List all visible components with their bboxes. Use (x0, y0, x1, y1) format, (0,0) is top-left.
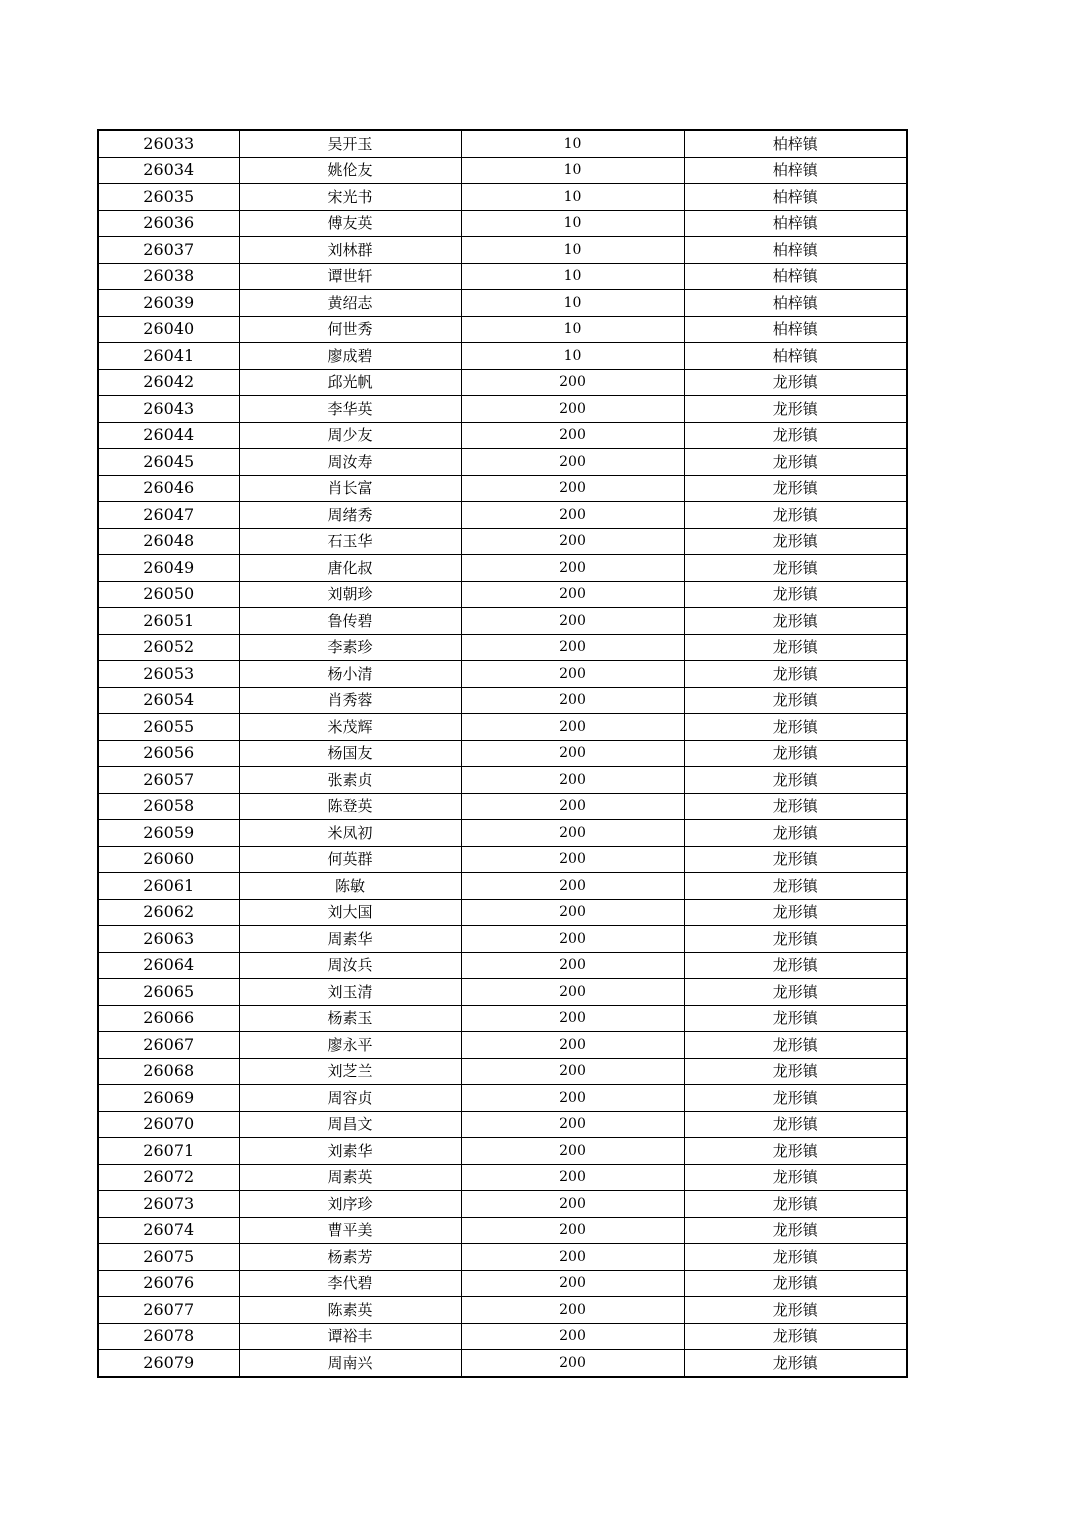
town-cell: 龙形镇 (684, 1005, 907, 1032)
serial-number-cell: 26035 (98, 184, 239, 211)
serial-number-cell: 26058 (98, 793, 239, 820)
amount-cell: 200 (461, 1323, 684, 1350)
serial-number-cell: 26033 (98, 130, 239, 157)
town-cell: 龙形镇 (684, 502, 907, 529)
town-cell: 龙形镇 (684, 449, 907, 476)
name-cell: 鲁传碧 (239, 608, 461, 635)
town-cell: 龙形镇 (684, 422, 907, 449)
table-body (98, 130, 907, 1377)
name-cell: 陈登英 (239, 793, 461, 820)
serial-number-cell: 26066 (98, 1005, 239, 1032)
town-cell: 柏梓镇 (684, 184, 907, 211)
amount-cell: 200 (461, 1270, 684, 1297)
name-cell: 李代碧 (239, 1270, 461, 1297)
town-cell: 龙形镇 (684, 1032, 907, 1059)
name-cell: 廖成碧 (239, 343, 461, 370)
table-row (98, 1350, 907, 1377)
serial-number-cell: 26049 (98, 555, 239, 582)
name-cell: 刘林群 (239, 237, 461, 264)
serial-number-cell: 26063 (98, 926, 239, 953)
table-row (98, 926, 907, 953)
name-cell: 米凤初 (239, 820, 461, 847)
table-row (98, 316, 907, 343)
town-cell: 柏梓镇 (684, 237, 907, 264)
name-cell: 刘朝珍 (239, 581, 461, 608)
amount-cell: 200 (461, 714, 684, 741)
table-row (98, 1270, 907, 1297)
amount-cell: 200 (461, 1138, 684, 1165)
name-cell: 周容贞 (239, 1085, 461, 1112)
serial-number-cell: 26038 (98, 263, 239, 290)
name-cell: 周汝兵 (239, 952, 461, 979)
table-row (98, 846, 907, 873)
serial-number-cell: 26072 (98, 1164, 239, 1191)
amount-cell: 200 (461, 926, 684, 953)
amount-cell: 200 (461, 1032, 684, 1059)
town-cell: 龙形镇 (684, 1058, 907, 1085)
town-cell: 柏梓镇 (684, 290, 907, 317)
serial-number-cell: 26056 (98, 740, 239, 767)
table-row (98, 130, 907, 157)
town-cell: 龙形镇 (684, 1164, 907, 1191)
town-cell: 龙形镇 (684, 1191, 907, 1218)
amount-cell: 200 (461, 1191, 684, 1218)
amount-cell: 200 (461, 1350, 684, 1377)
serial-number-cell: 26054 (98, 687, 239, 714)
name-cell: 肖秀蓉 (239, 687, 461, 714)
town-cell: 龙形镇 (684, 687, 907, 714)
amount-cell: 200 (461, 449, 684, 476)
name-cell: 刘大国 (239, 899, 461, 926)
town-cell: 龙形镇 (684, 926, 907, 953)
serial-number-cell: 26055 (98, 714, 239, 741)
name-cell: 姚伦友 (239, 157, 461, 184)
name-cell: 李华英 (239, 396, 461, 423)
amount-cell: 10 (461, 263, 684, 290)
table-row (98, 237, 907, 264)
amount-cell: 200 (461, 687, 684, 714)
table-row (98, 528, 907, 555)
amount-cell: 10 (461, 130, 684, 157)
amount-cell: 200 (461, 873, 684, 900)
town-cell: 龙形镇 (684, 608, 907, 635)
amount-cell: 200 (461, 899, 684, 926)
name-cell: 杨小清 (239, 661, 461, 688)
data-table (97, 129, 908, 1378)
name-cell: 周汝寿 (239, 449, 461, 476)
town-cell: 龙形镇 (684, 1085, 907, 1112)
serial-number-cell: 26051 (98, 608, 239, 635)
amount-cell: 200 (461, 846, 684, 873)
serial-number-cell: 26041 (98, 343, 239, 370)
town-cell: 龙形镇 (684, 873, 907, 900)
table-row (98, 1323, 907, 1350)
table-row (98, 555, 907, 582)
town-cell: 龙形镇 (684, 1297, 907, 1324)
town-cell: 龙形镇 (684, 1270, 907, 1297)
table-row (98, 661, 907, 688)
table-row (98, 502, 907, 529)
town-cell: 龙形镇 (684, 846, 907, 873)
table-row (98, 1244, 907, 1271)
town-cell: 龙形镇 (684, 661, 907, 688)
serial-number-cell: 26077 (98, 1297, 239, 1324)
town-cell: 柏梓镇 (684, 130, 907, 157)
name-cell: 肖长富 (239, 475, 461, 502)
name-cell: 曹平美 (239, 1217, 461, 1244)
town-cell: 龙形镇 (684, 475, 907, 502)
town-cell: 柏梓镇 (684, 157, 907, 184)
amount-cell: 200 (461, 952, 684, 979)
serial-number-cell: 26045 (98, 449, 239, 476)
table-row (98, 1005, 907, 1032)
table-row (98, 1032, 907, 1059)
town-cell: 龙形镇 (684, 1111, 907, 1138)
table-row (98, 157, 907, 184)
amount-cell: 200 (461, 555, 684, 582)
name-cell: 唐化叔 (239, 555, 461, 582)
table-row (98, 369, 907, 396)
serial-number-cell: 26043 (98, 396, 239, 423)
amount-cell: 10 (461, 184, 684, 211)
table-row (98, 475, 907, 502)
table-row (98, 263, 907, 290)
town-cell: 龙形镇 (684, 1323, 907, 1350)
town-cell: 龙形镇 (684, 555, 907, 582)
table-row (98, 899, 907, 926)
serial-number-cell: 26078 (98, 1323, 239, 1350)
amount-cell: 10 (461, 210, 684, 237)
table-row (98, 184, 907, 211)
town-cell: 龙形镇 (684, 740, 907, 767)
name-cell: 陈素英 (239, 1297, 461, 1324)
table-row (98, 873, 907, 900)
serial-number-cell: 26050 (98, 581, 239, 608)
table-row (98, 1085, 907, 1112)
amount-cell: 10 (461, 343, 684, 370)
amount-cell: 200 (461, 820, 684, 847)
name-cell: 刘芝兰 (239, 1058, 461, 1085)
amount-cell: 200 (461, 475, 684, 502)
amount-cell: 200 (461, 740, 684, 767)
town-cell: 柏梓镇 (684, 343, 907, 370)
name-cell: 谭裕丰 (239, 1323, 461, 1350)
town-cell: 龙形镇 (684, 952, 907, 979)
town-cell: 柏梓镇 (684, 210, 907, 237)
amount-cell: 200 (461, 608, 684, 635)
name-cell: 杨国友 (239, 740, 461, 767)
name-cell: 宋光书 (239, 184, 461, 211)
serial-number-cell: 26079 (98, 1350, 239, 1377)
serial-number-cell: 26044 (98, 422, 239, 449)
table-row (98, 767, 907, 794)
name-cell: 刘素华 (239, 1138, 461, 1165)
serial-number-cell: 26037 (98, 237, 239, 264)
table-row (98, 422, 907, 449)
table-row (98, 1058, 907, 1085)
name-cell: 邱光帆 (239, 369, 461, 396)
table-row (98, 581, 907, 608)
serial-number-cell: 26048 (98, 528, 239, 555)
name-cell: 张素贞 (239, 767, 461, 794)
table-row (98, 687, 907, 714)
amount-cell: 200 (461, 1111, 684, 1138)
table-row (98, 1191, 907, 1218)
serial-number-cell: 26060 (98, 846, 239, 873)
amount-cell: 200 (461, 528, 684, 555)
amount-cell: 200 (461, 1217, 684, 1244)
table-row (98, 979, 907, 1006)
town-cell: 龙形镇 (684, 634, 907, 661)
serial-number-cell: 26036 (98, 210, 239, 237)
table-row (98, 1297, 907, 1324)
serial-number-cell: 26074 (98, 1217, 239, 1244)
serial-number-cell: 26076 (98, 1270, 239, 1297)
name-cell: 周素英 (239, 1164, 461, 1191)
town-cell: 柏梓镇 (684, 316, 907, 343)
serial-number-cell: 26068 (98, 1058, 239, 1085)
table-row (98, 740, 907, 767)
amount-cell: 200 (461, 1164, 684, 1191)
table-row (98, 608, 907, 635)
amount-cell: 200 (461, 1058, 684, 1085)
table-row (98, 290, 907, 317)
town-cell: 龙形镇 (684, 714, 907, 741)
name-cell: 周昌文 (239, 1111, 461, 1138)
serial-number-cell: 26070 (98, 1111, 239, 1138)
name-cell: 陈敏 (239, 873, 461, 900)
amount-cell: 200 (461, 634, 684, 661)
serial-number-cell: 26042 (98, 369, 239, 396)
town-cell: 龙形镇 (684, 528, 907, 555)
name-cell: 米茂辉 (239, 714, 461, 741)
name-cell: 杨素玉 (239, 1005, 461, 1032)
name-cell: 石玉华 (239, 528, 461, 555)
name-cell: 周绪秀 (239, 502, 461, 529)
serial-number-cell: 26039 (98, 290, 239, 317)
amount-cell: 200 (461, 661, 684, 688)
name-cell: 傅友英 (239, 210, 461, 237)
amount-cell: 200 (461, 1085, 684, 1112)
name-cell: 吴开玉 (239, 130, 461, 157)
amount-cell: 200 (461, 793, 684, 820)
town-cell: 龙形镇 (684, 1244, 907, 1271)
table-row (98, 343, 907, 370)
amount-cell: 200 (461, 502, 684, 529)
name-cell: 刘玉清 (239, 979, 461, 1006)
serial-number-cell: 26075 (98, 1244, 239, 1271)
amount-cell: 200 (461, 422, 684, 449)
name-cell: 刘序珍 (239, 1191, 461, 1218)
table-row (98, 449, 907, 476)
serial-number-cell: 26067 (98, 1032, 239, 1059)
table-row (98, 820, 907, 847)
serial-number-cell: 26065 (98, 979, 239, 1006)
serial-number-cell: 26061 (98, 873, 239, 900)
table-row (98, 1111, 907, 1138)
serial-number-cell: 26059 (98, 820, 239, 847)
town-cell: 龙形镇 (684, 767, 907, 794)
amount-cell: 200 (461, 581, 684, 608)
town-cell: 龙形镇 (684, 979, 907, 1006)
serial-number-cell: 26071 (98, 1138, 239, 1165)
table-row (98, 210, 907, 237)
name-cell: 黄绍志 (239, 290, 461, 317)
serial-number-cell: 26073 (98, 1191, 239, 1218)
serial-number-cell: 26064 (98, 952, 239, 979)
table-row (98, 634, 907, 661)
serial-number-cell: 26069 (98, 1085, 239, 1112)
amount-cell: 200 (461, 369, 684, 396)
name-cell: 何世秀 (239, 316, 461, 343)
amount-cell: 200 (461, 1244, 684, 1271)
name-cell: 周少友 (239, 422, 461, 449)
amount-cell: 200 (461, 767, 684, 794)
town-cell: 龙形镇 (684, 396, 907, 423)
table-row (98, 396, 907, 423)
table-row (98, 793, 907, 820)
town-cell: 龙形镇 (684, 369, 907, 396)
amount-cell: 10 (461, 157, 684, 184)
table-row (98, 952, 907, 979)
amount-cell: 10 (461, 237, 684, 264)
serial-number-cell: 26046 (98, 475, 239, 502)
table-row (98, 714, 907, 741)
name-cell: 杨素芳 (239, 1244, 461, 1271)
serial-number-cell: 26034 (98, 157, 239, 184)
amount-cell: 200 (461, 396, 684, 423)
town-cell: 龙形镇 (684, 1350, 907, 1377)
amount-cell: 200 (461, 1005, 684, 1032)
town-cell: 龙形镇 (684, 1217, 907, 1244)
table-row (98, 1164, 907, 1191)
table-row (98, 1138, 907, 1165)
town-cell: 龙形镇 (684, 793, 907, 820)
amount-cell: 10 (461, 290, 684, 317)
amount-cell: 10 (461, 316, 684, 343)
table-row (98, 1217, 907, 1244)
name-cell: 周南兴 (239, 1350, 461, 1377)
name-cell: 李素珍 (239, 634, 461, 661)
name-cell: 何英群 (239, 846, 461, 873)
town-cell: 柏梓镇 (684, 263, 907, 290)
amount-cell: 200 (461, 979, 684, 1006)
serial-number-cell: 26062 (98, 899, 239, 926)
town-cell: 龙形镇 (684, 581, 907, 608)
serial-number-cell: 26052 (98, 634, 239, 661)
town-cell: 龙形镇 (684, 899, 907, 926)
name-cell: 周素华 (239, 926, 461, 953)
serial-number-cell: 26057 (98, 767, 239, 794)
serial-number-cell: 26047 (98, 502, 239, 529)
name-cell: 廖永平 (239, 1032, 461, 1059)
town-cell: 龙形镇 (684, 820, 907, 847)
serial-number-cell: 26040 (98, 316, 239, 343)
name-cell: 谭世轩 (239, 263, 461, 290)
serial-number-cell: 26053 (98, 661, 239, 688)
town-cell: 龙形镇 (684, 1138, 907, 1165)
amount-cell: 200 (461, 1297, 684, 1324)
